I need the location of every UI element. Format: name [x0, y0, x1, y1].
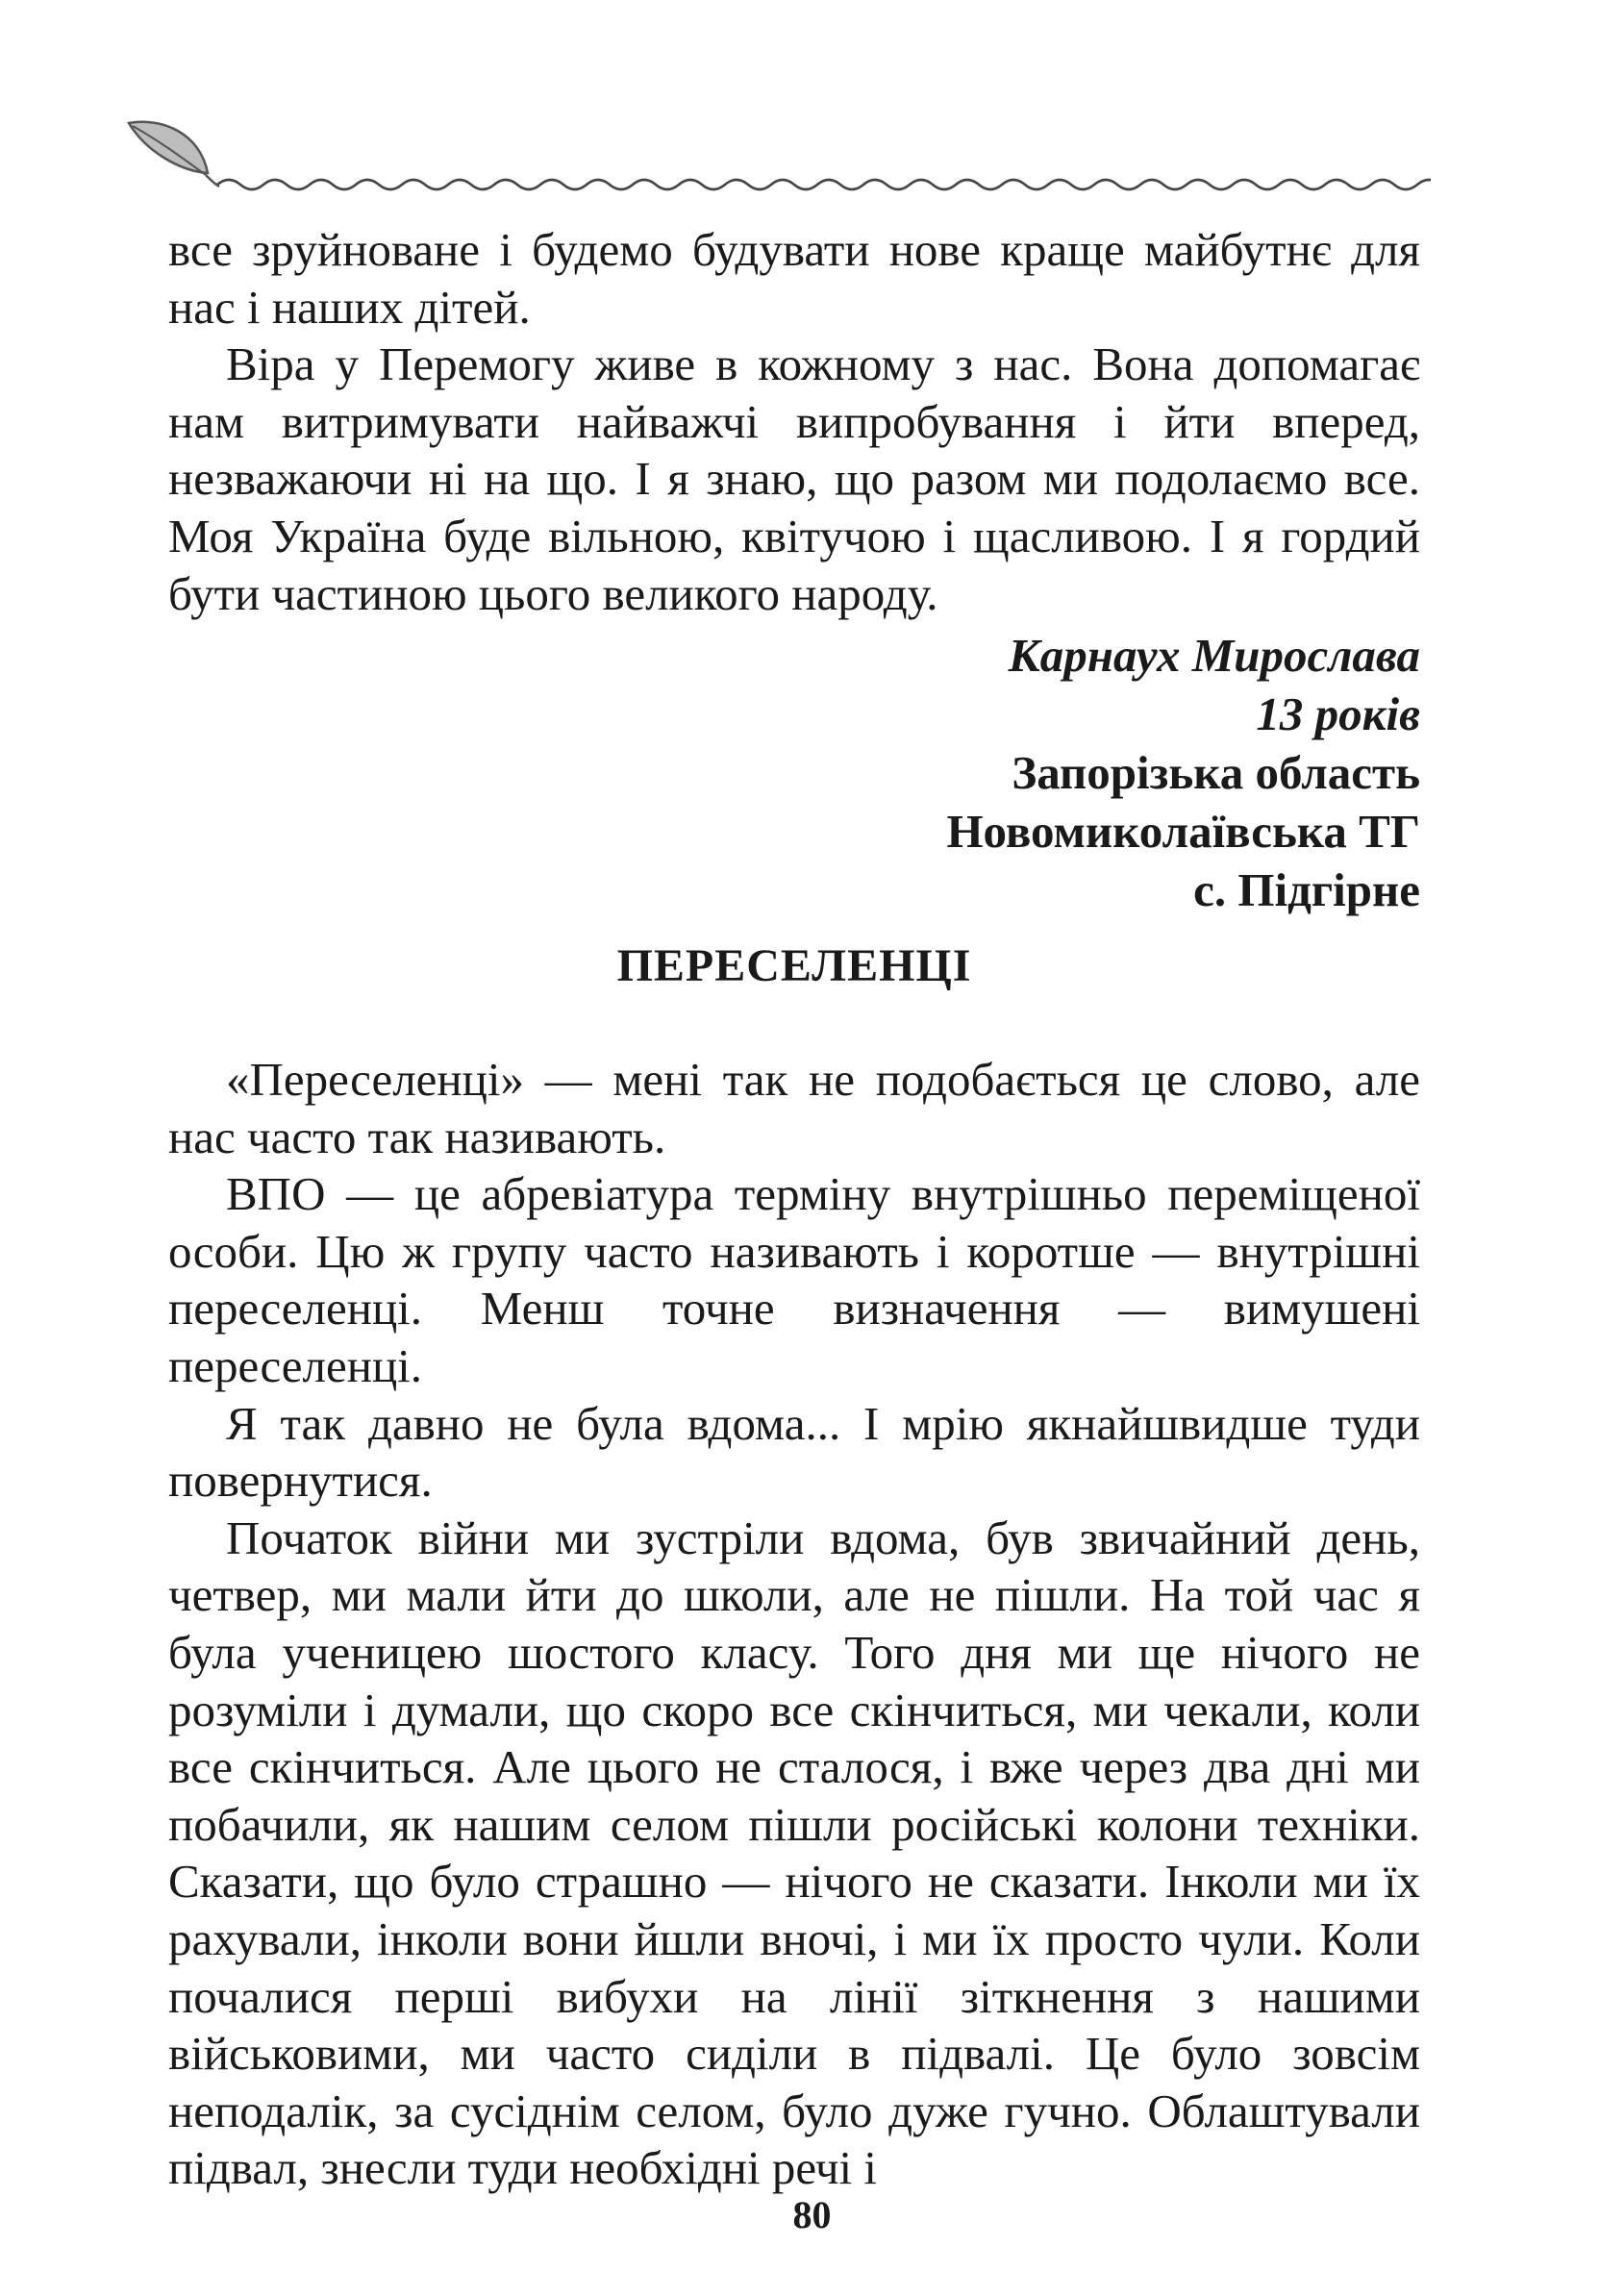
continuation-text: [168, 221, 1420, 622]
paragraph: все зруйноване і будемо будувати нове краще майбутнє для нас і наших дітей.: [168, 223, 1420, 334]
article-body: [168, 1051, 1420, 2197]
feather-wave-icon: [123, 113, 1431, 200]
article-title: ПЕРЕСЕЛЕНЦІ: [616, 940, 972, 991]
author-community: Новомиколаївська ТГ: [946, 805, 1420, 858]
paragraph: ВПО — це абревіатура терміну внутрішньо переміщеної особи. Цю ж групу часто називають і коротше — внутрішні переселенці. Менш точне визначення — вимушені переселенці.: [168, 1167, 1420, 1392]
page-number: 80: [792, 2193, 832, 2236]
paragraph: Віра у Перемогу живе в кожному з нас. Вона допомагає нам витримувати найважчі випробування і йти вперед, незважаючи ні на що. І я знаю, що разом ми подолаємо все. Моя Україна буде вільною, квітучою і щасливою. І я гордий бути частиною цього великого народу.: [168, 337, 1420, 620]
paragraph: «Переселенці» — мені так не подобається це слово, але нас часто так називають.: [168, 1053, 1420, 1163]
author-signature: [946, 626, 1420, 919]
author-age: 13 років: [1256, 687, 1420, 740]
paragraph: Початок війни ми зустріли вдома, був звичайний день, четвер, ми мали йти до школи, але не пішли. На той час я була ученицею шостого класу. Того дня ми ще нічого не розуміли і думали, що скоро все скінчиться, ми чекали, коли все скінчиться. Але цього не сталося, і вже через два дні ми побачили, як нашим селом пішли російські колони техніки. Сказати, що було страшно — нічого не сказати. Інколи ми їх рахували, інколи вони йшли вночі, і ми їх просто чули. Коли почалися перші вибухи на лінії зіткнення з нашими військовими, ми часто сиділи в підвалі. Це було зовсім неподалік, за сусіднім селом, було дуже гучно. Облаштували підвал, знесли туди необхідні речі і: [168, 1511, 1420, 2195]
author-region: Запорізька область: [1012, 746, 1420, 799]
author-village: с. Підгірне: [1193, 863, 1420, 916]
paragraph: Я так давно не була вдома... І мрію якнайшвидше туди повернутися.: [168, 1396, 1420, 1508]
author-name: Карнаух Мирослава: [1008, 629, 1420, 682]
